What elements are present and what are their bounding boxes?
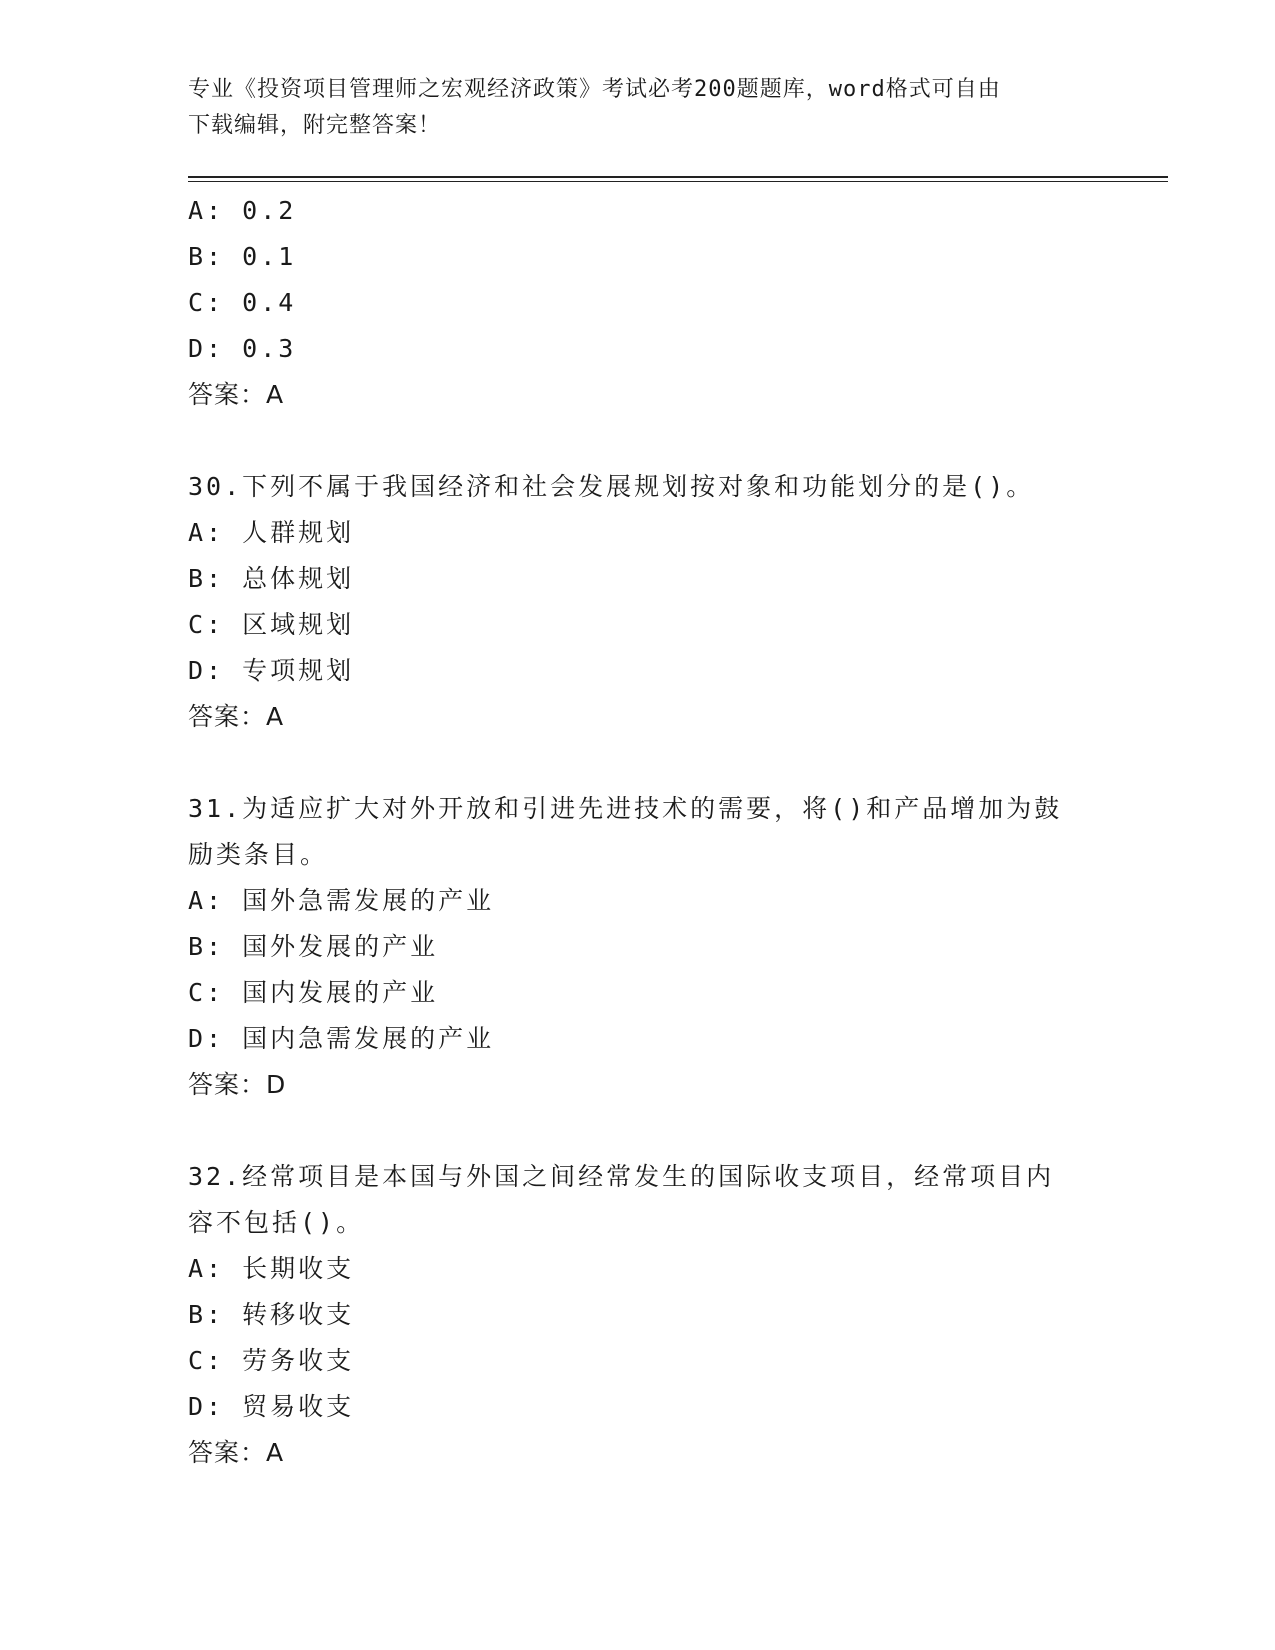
option-b: B: 转移收支 (188, 1300, 355, 1329)
option-a: A: 国外急需发展的产业 (188, 886, 495, 915)
header-line-2: 下载编辑，附完整答案！ (188, 113, 442, 138)
option-a: A: 长期收支 (188, 1254, 355, 1283)
option-c: C: 国内发展的产业 (188, 978, 439, 1007)
spacer (188, 1108, 1088, 1154)
spacer (188, 418, 1088, 464)
option-b: B: 总体规划 (188, 564, 355, 593)
spacer (188, 740, 1088, 786)
option-a: A: 0.2 (188, 196, 297, 225)
option-d: D: 贸易收支 (188, 1392, 355, 1421)
question-32 (188, 1154, 1088, 1476)
question-31 (188, 786, 1088, 1108)
answer: 答案：A (188, 702, 285, 731)
document-header (188, 72, 1068, 144)
option-d: D: 0.3 (188, 334, 297, 363)
question-30 (188, 464, 1088, 740)
option-c: C: 区域规划 (188, 610, 355, 639)
question-text-line-2: 励类条目。 (188, 840, 329, 869)
question-list (188, 188, 1088, 1476)
header-divider (188, 176, 1168, 182)
option-d: D: 专项规划 (188, 656, 355, 685)
question-text: 30.下列不属于我国经济和社会发展规划按对象和功能划分的是()。 (188, 472, 1035, 501)
option-c: C: 0.4 (188, 288, 297, 317)
header-line-1: 专业《投资项目管理师之宏观经济政策》考试必考200题题库，word格式可自由 (188, 77, 1001, 102)
question-text-line-1: 31.为适应扩大对外开放和引进先进技术的需要，将()和产品增加为鼓 (188, 794, 1063, 823)
answer: 答案：D (188, 1070, 287, 1099)
question-29 (188, 188, 1088, 418)
answer: 答案：A (188, 380, 285, 409)
question-text-line-1: 32.经常项目是本国与外国之间经常发生的国际收支项目，经常项目内 (188, 1162, 1055, 1191)
option-b: B: 国外发展的产业 (188, 932, 439, 961)
option-d: D: 国内急需发展的产业 (188, 1024, 495, 1053)
question-text-line-2: 容不包括()。 (188, 1208, 365, 1237)
option-b: B: 0.1 (188, 242, 297, 271)
option-c: C: 劳务收支 (188, 1346, 355, 1375)
option-a: A: 人群规划 (188, 518, 355, 547)
answer: 答案：A (188, 1438, 285, 1467)
